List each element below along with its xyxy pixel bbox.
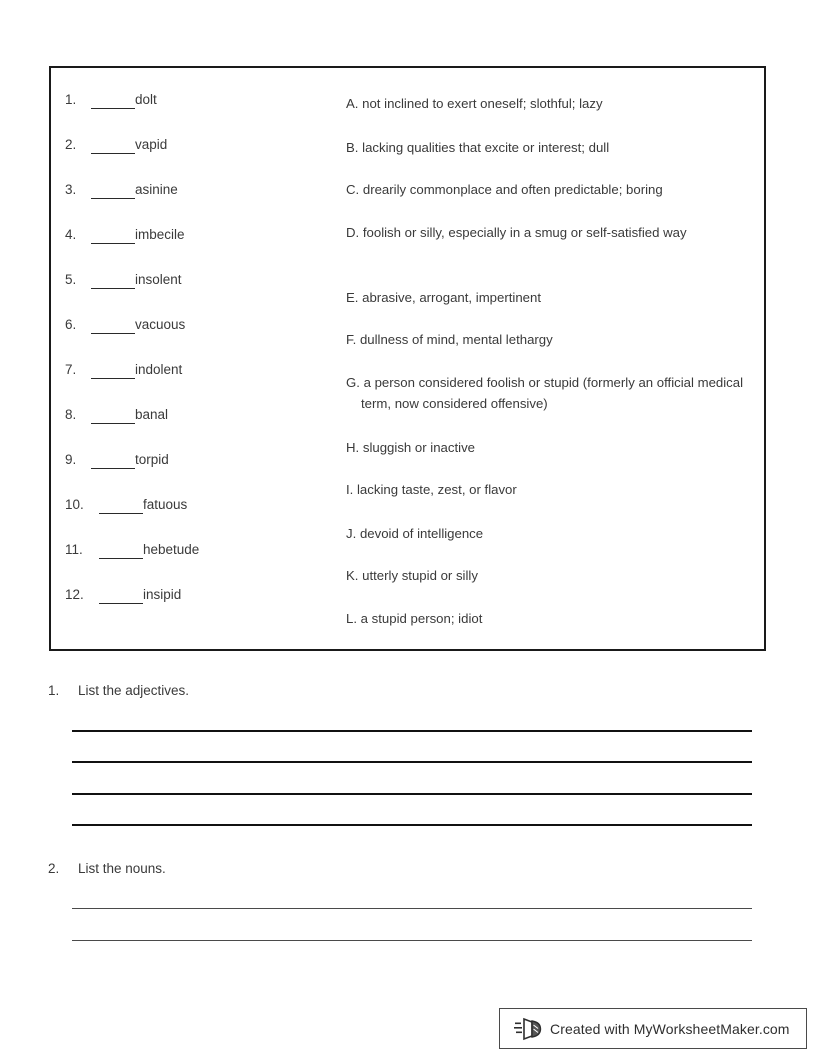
definition-row (346, 138, 756, 159)
definition-text: foolish or silly, especially in a smug or self-satisfied way (362, 225, 687, 240)
definition-row (346, 330, 756, 351)
definition-letter: A. (346, 96, 359, 111)
matching-exercise-box (49, 66, 766, 651)
definition-letter: B. (346, 140, 359, 155)
vocabulary-word: imbecile (135, 227, 185, 242)
answer-writing-line[interactable] (72, 793, 752, 795)
definition-text: abrasive, arrogant, impertinent (362, 290, 541, 305)
word-row (65, 125, 345, 170)
answer-writing-line[interactable] (72, 940, 752, 941)
word-number: 8. (65, 407, 77, 422)
definition-letter: D. (346, 225, 360, 240)
question-number: 2. (48, 861, 60, 876)
definition-letter: J. (346, 526, 357, 541)
answer-blank[interactable] (91, 452, 135, 469)
answer-writing-line[interactable] (72, 730, 752, 732)
vocabulary-word: vacuous (135, 317, 186, 332)
word-number: 1. (65, 92, 77, 107)
vocabulary-word: insipid (143, 587, 182, 602)
definition-letter: H. (346, 440, 360, 455)
question-prompt: List the adjectives. (78, 683, 190, 698)
badge-label: Created with MyWorksheetMaker.com (550, 1020, 790, 1037)
definition-text: not inclined to exert oneself; slothful; lazy (362, 96, 603, 111)
definition-letter: C. (346, 182, 360, 197)
definition-text: a person considered foolish or stupid (formerly an official medical term, now considered offensive) (361, 375, 744, 411)
definition-text: utterly stupid or silly (362, 568, 478, 583)
answer-blank[interactable] (99, 497, 143, 514)
definition-text: a stupid person; idiot (360, 611, 483, 626)
answer-blank[interactable] (91, 362, 135, 379)
word-row (65, 305, 345, 350)
vocabulary-word: insolent (135, 272, 182, 287)
definition-text: drearily commonplace and often predictable; boring (362, 182, 663, 197)
vocabulary-word: asinine (135, 182, 178, 197)
definition-text: lacking qualities that excite or interest; dull (362, 140, 610, 155)
word-row (65, 260, 345, 305)
word-row (65, 215, 345, 260)
word-row (65, 530, 345, 575)
vocabulary-word: hebetude (143, 542, 200, 557)
vocabulary-word: dolt (135, 92, 157, 107)
answer-blank[interactable] (99, 587, 143, 604)
definition-row (346, 223, 756, 244)
definition-text: dullness of mind, mental lethargy (359, 332, 553, 347)
word-number: 11. (65, 542, 83, 557)
vocabulary-word: fatuous (143, 497, 188, 512)
definition-letter: G. (346, 375, 360, 390)
answer-blank[interactable] (99, 542, 143, 559)
definition-letter: K. (346, 568, 359, 583)
word-row (65, 395, 345, 440)
quill-pencil-icon (514, 1016, 544, 1042)
answer-writing-line[interactable] (72, 824, 752, 826)
definition-row (346, 180, 756, 201)
answer-blank[interactable] (91, 317, 135, 334)
word-row (65, 440, 345, 485)
definition-letter: L. (346, 611, 357, 626)
definition-row (346, 609, 756, 630)
vocabulary-word-column (65, 80, 345, 620)
definition-row (346, 438, 756, 459)
vocabulary-word: torpid (135, 452, 169, 467)
created-with-badge[interactable] (499, 1008, 807, 1049)
word-row (65, 170, 345, 215)
definition-letter: F. (346, 332, 357, 347)
word-number: 4. (65, 227, 77, 242)
word-row (65, 350, 345, 395)
question-prompt: List the nouns. (78, 861, 166, 876)
vocabulary-word: banal (135, 407, 169, 422)
answer-blank[interactable] (91, 227, 135, 244)
definition-text: devoid of intelligence (359, 526, 484, 541)
definition-letter: I. (346, 482, 354, 497)
question-number: 1. (48, 683, 60, 698)
answer-blank[interactable] (91, 182, 135, 199)
word-number: 3. (65, 182, 77, 197)
word-number: 5. (65, 272, 77, 287)
definition-text: sluggish or inactive (362, 440, 476, 455)
answer-writing-line[interactable] (72, 761, 752, 763)
definition-row (346, 524, 756, 545)
answer-blank[interactable] (91, 137, 135, 154)
answer-blank[interactable] (91, 272, 135, 289)
word-row (65, 80, 345, 125)
word-number: 7. (65, 362, 77, 377)
word-row (65, 485, 345, 530)
definition-row (346, 480, 756, 501)
vocabulary-word: indolent (135, 362, 183, 377)
definition-text: lacking taste, zest, or flavor (357, 482, 517, 497)
answer-writing-line[interactable] (72, 908, 752, 909)
definition-row (346, 566, 756, 587)
word-row (65, 575, 345, 620)
word-number: 10. (65, 497, 84, 512)
definition-letter: E. (346, 290, 359, 305)
answer-blank[interactable] (91, 407, 135, 424)
vocabulary-word: vapid (135, 137, 168, 152)
definition-row (346, 94, 756, 115)
definition-row (346, 373, 756, 414)
answer-blank[interactable] (91, 92, 135, 109)
word-number: 2. (65, 137, 77, 152)
word-number: 12. (65, 587, 84, 602)
definition-row (346, 288, 756, 309)
word-number: 9. (65, 452, 77, 467)
word-number: 6. (65, 317, 77, 332)
